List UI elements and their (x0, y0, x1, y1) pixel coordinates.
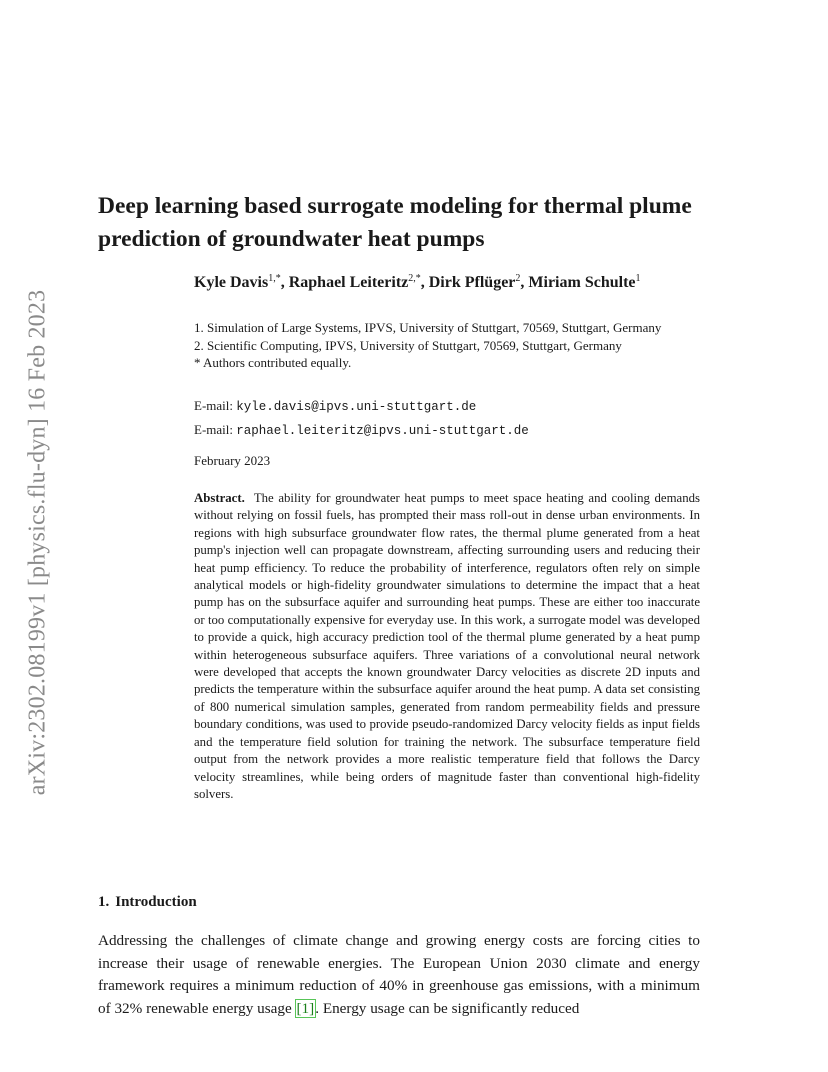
author-list (194, 272, 704, 294)
paper-title: Deep learning based surrogate modeling for thermal plume prediction of groundwater heat pumps (98, 193, 692, 252)
email-address[interactable]: raphael.leiteritz@ipvs.uni-stuttgart.de (236, 424, 529, 438)
affiliation-1: 1. Simulation of Large Systems, IPVS, University of Stuttgart, 70569, Stuttgart, Germany (194, 320, 662, 335)
abstract-label: Abstract. (194, 491, 245, 505)
equal-contribution-note: * Authors contributed equally. (194, 355, 352, 370)
author-affiliation-mark: 1,* (268, 273, 281, 284)
author-affiliation-mark: 1 (635, 273, 641, 284)
arxiv-stamp-text: arXiv:2302.08199v1 [physics.flu-dyn] 16 Feb 2023 (24, 289, 51, 795)
email-address[interactable]: kyle.davis@ipvs.uni-stuttgart.de (236, 400, 477, 414)
publication-date: February 2023 (194, 453, 271, 468)
citation-link[interactable]: [1] (296, 999, 315, 1017)
email-line (194, 421, 529, 440)
author-separator: , (420, 274, 429, 291)
section-title: Introduction (115, 894, 197, 910)
author-affiliation-mark: 2 (515, 273, 521, 284)
abstract-text: The ability for groundwater heat pumps to meet space heating and cooling demands without relying on fossil fuels, has prompted their mass roll-out in dense urban environments. In regions with high subsurface groundwater flow rates, the thermal plume generated from a heat pump's injection well can propagate downstream, affecting surrounding users and reducing their heat pump efficiency. To reduce the probability of interference, regulators often rely on simple analytical models or high-fidelity groundwater simulations to determine the impact that a heat pump has on the subsurface aquifer and surrounding heat pumps. These are either too inaccurate or too computationally expensive for everyday use. In this work, a surrogate model was developed to provide a quick, high accuracy prediction tool of the thermal plume generated by a heat pump within heterogeneous subsurface aquifers. Three variations of a convolutional neural network were developed that accepts the known groundwater Darcy velocities as discrete 2D inputs and predicts the temperature within the subsurface aquifer around the heat pump. A data set consisting of 800 numerical simulation samples, generated from random permeability fields and pressure boundary conditions, was used to provide pseudo-randomized Darcy velocity fields as input fields and the temperature field solution for training the network. The subsurface temperature field output from the network provides a more realistic temperature field that follows the Darcy velocity streamlines, while being orders of magnitude faster than conventional high-fidelity solvers. (194, 491, 700, 801)
affiliation-2: 2. Scientific Computing, IPVS, University of Stuttgart, 70569, Stuttgart, Germany (194, 337, 622, 353)
author-name: Miriam Schulte (528, 274, 636, 291)
introduction-paragraph (98, 930, 700, 1020)
section-heading (98, 892, 197, 912)
author-separator: , (280, 274, 289, 291)
email-label: E-mail: (194, 422, 233, 437)
author-separator: , (520, 274, 529, 291)
author-name: Raphael Leiteritz (288, 274, 409, 291)
email-line (194, 397, 476, 416)
affiliation-list (194, 319, 714, 372)
arxiv-identifier-stamp (18, 252, 58, 832)
email-label: E-mail: (194, 398, 233, 413)
author-name: Kyle Davis (194, 274, 269, 291)
intro-text: Addressing the challenges of climate change and growing energy costs are forcing cities to increase their usage of renewable energies. The European Union 2030 climate and energy framework requires a minimum reduction of 40% in greenhouse gas emissions, with a minimum of 32% renewable energy usage (98, 932, 700, 1017)
author-affiliation-mark: 2,* (408, 273, 421, 284)
author-name: Dirk Pflüger (428, 274, 516, 291)
intro-text-continued: . Energy usage can be significantly reduced (315, 999, 580, 1017)
abstract (194, 490, 700, 803)
section-number: 1. (98, 894, 110, 910)
